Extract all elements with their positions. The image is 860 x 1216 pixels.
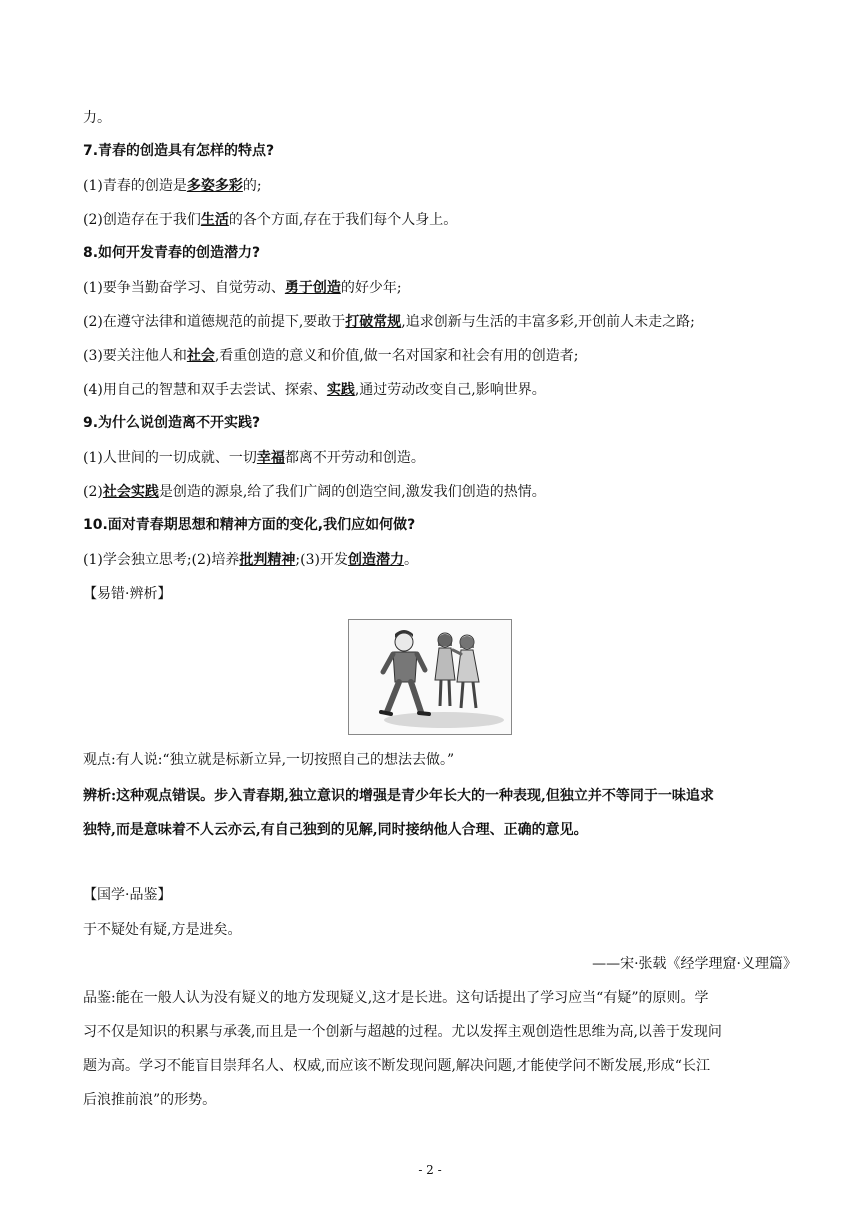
keyword: 创造潜力 [347,552,404,568]
keyword: 生活 [200,212,229,228]
answer-7-2: (2)创造存在于我们生活的各个方面,存在于我们每个人身上。 [83,212,458,228]
appreciation-line-4: 后浪推前浪”的形势。 [83,1092,217,1108]
question-9: 9.为什么说创造离不开实践? [83,415,261,431]
illustration [348,619,512,735]
answer-8-3: (3)要关注他人和社会,看重创造的意义和价值,做一名对国家和社会有用的创造者; [83,348,579,364]
question-10: 10.面对青春期思想和精神方面的变化,我们应如何做? [83,517,416,533]
answer-8-1: (1)要争当勤奋学习、自觉劳动、勇于创造的好少年; [83,280,402,296]
keyword: 多姿多彩 [186,178,243,194]
answer-8-4: (4)用自己的智慧和双手去尝试、探索、实践,通过劳动改变自己,影响世界。 [83,382,546,398]
appreciation-line-1: 品鉴:能在一般人认为没有疑义的地方发现疑义,这才是长进。这句话提出了学习应当“有疑”的原则。学 [83,990,709,1006]
answer-9-1: (1)人世间的一切成就、一切幸福都离不开劳动和创造。 [83,450,425,466]
section-heading-misconception: 【易错·辨析】 [83,586,172,602]
keyword: 实践 [326,382,355,398]
viewpoint: 观点:有人说:“独立就是标新立异,一切按照自己的想法去做。” [83,752,455,768]
continued-text: 力。 [83,110,111,126]
page-number: - 2 - [418,1163,442,1177]
answer-7-1: (1)青春的创造是多姿多彩的; [83,178,262,194]
question-8: 8.如何开发青春的创造潜力? [83,245,261,261]
analysis-line-1: 辨析:这种观点错误。步入青春期,独立意识的增强是青少年长大的一种表现,但独立并不等同于一味追求 [83,788,714,804]
answer-9-2: (2)社会实践是创造的源泉,给了我们广阔的创造空间,激发我们创造的热情。 [83,484,546,500]
keyword: 幸福 [256,450,285,466]
analysis-line-2: 独特,而是意味着不人云亦云,有自己独到的见解,同时接纳他人合理、正确的意见。 [83,822,588,838]
quote-source: ——宋·张载《经学理窟·义理篇》 [592,956,797,972]
keyword: 打破常规 [345,314,402,330]
answer-10: (1)学会独立思考;(2)培养批判精神;(3)开发创造潜力。 [83,552,418,568]
classic-quote: 于不疑处有疑,方是进矣。 [83,922,242,938]
keyword: 社会实践 [102,484,159,500]
appreciation-line-2: 习不仅是知识的积累与承袭,而且是一个创新与超越的过程。尤以发挥主观创造性思维为高,以善于发现问 [83,1024,722,1040]
question-7: 7.青春的创造具有怎样的特点? [83,143,275,159]
keyword: 勇于创造 [284,280,341,296]
answer-8-2: (2)在遵守法律和道德规范的前提下,要敢于打破常规,追求创新与生活的丰富多彩,开创前人未走之路; [83,314,695,330]
keyword: 批判精神 [239,552,296,568]
section-heading-classics: 【国学·品鉴】 [83,887,172,903]
keyword: 社会 [186,348,215,364]
boy-and-girls-illustration [349,620,511,734]
appreciation-line-3: 题为高。学习不能盲目崇拜名人、权威,而应该不断发现问题,解决问题,才能使学问不断发展,形成“长江 [83,1058,710,1074]
